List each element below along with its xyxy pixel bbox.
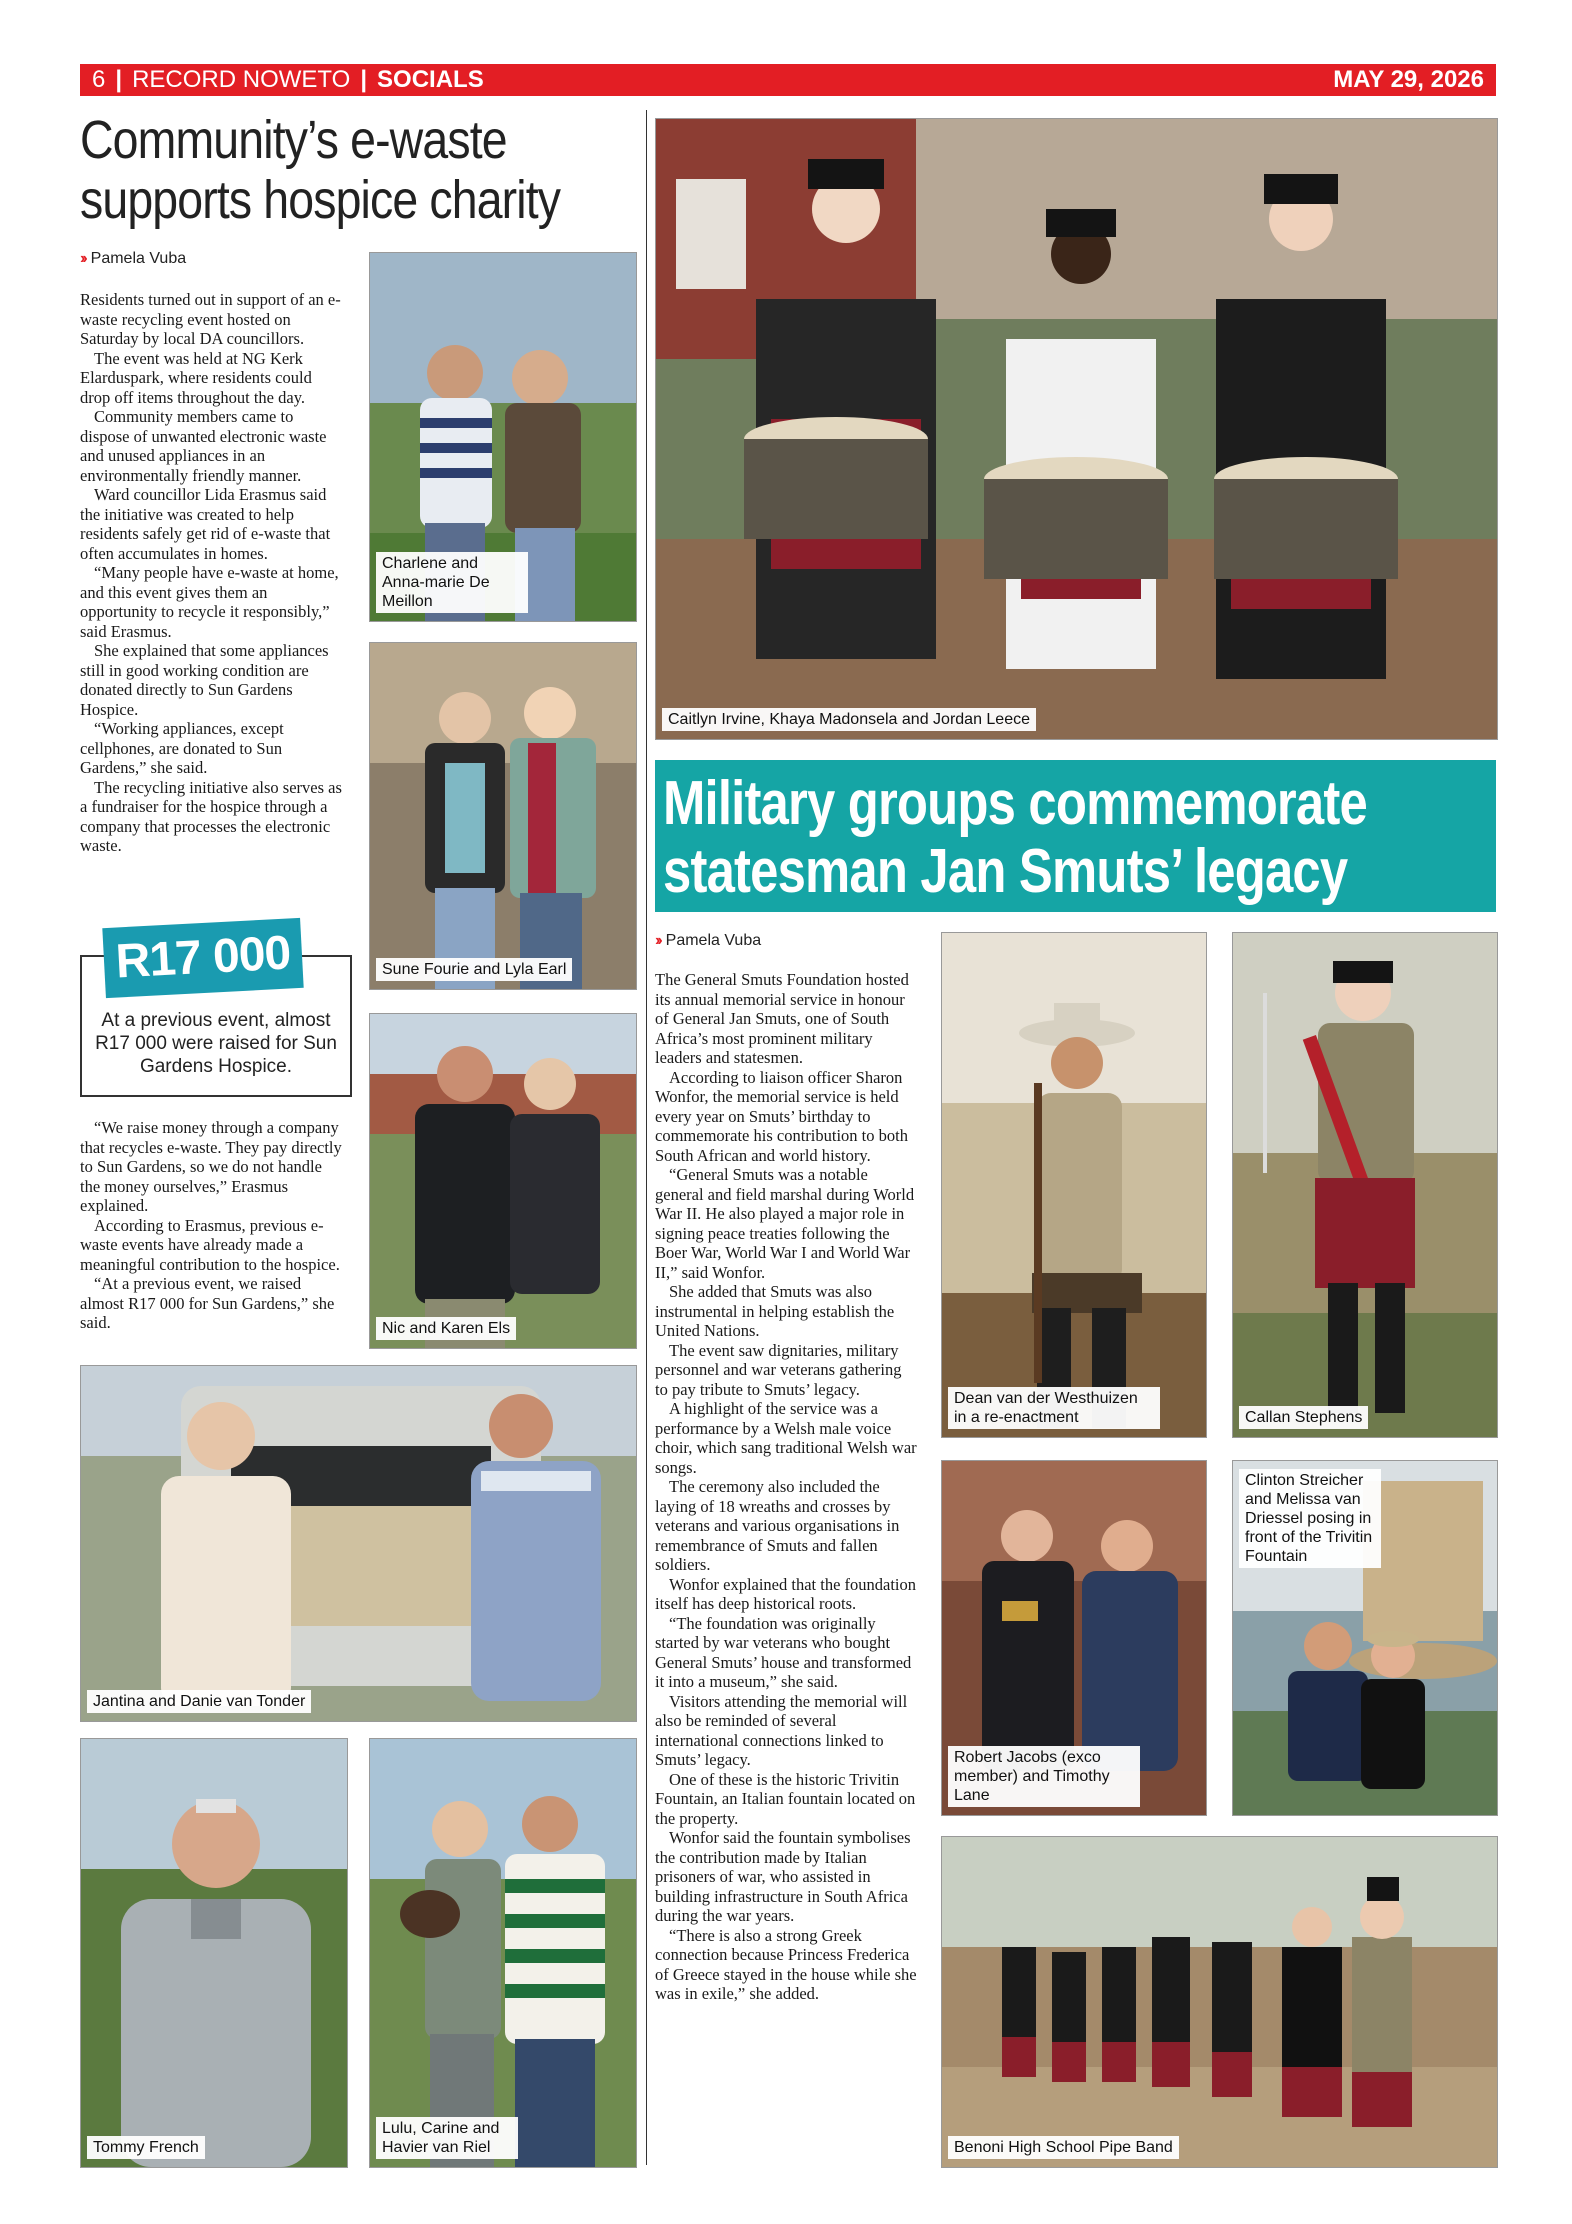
- paragraph: According to liaison officer Sharon Wonfor, the memorial service is held every year on Smuts’ birthday to commemorate his contribution to both South African and world history.: [655, 1067, 908, 1165]
- paragraph: “There is also a strong Greek connection because Princess Frederica of Greece stayed in the house while she was in exile,” she added.: [655, 1925, 917, 2003]
- factbox-text: At a previous event, almost R17 000 were raised for Sun Gardens Hospice.: [95, 1010, 337, 1077]
- photo-caption: Callan Stephens: [1239, 1406, 1368, 1429]
- paragraph: “We raise money through a company that recycles e-waste. They pay directly to Sun Gardens, so we do not handle the money ourselves,” Erasmus explained.: [80, 1118, 342, 1215]
- photo-jacobs-lane: [941, 1460, 1207, 1816]
- paragraph: “Working appliances, except cellphones, are donated to Sun Gardens,” she said.: [80, 719, 284, 777]
- publication-name: RECORD NOWETO: [132, 66, 351, 93]
- photo-caption: Charlene and Anna-marie De Meillon: [376, 552, 528, 613]
- article2-headline: Military groups commemorate statesman Jan Smuts’ legacy: [663, 769, 1367, 906]
- photo-image: [942, 1837, 1497, 2167]
- paragraph: Community members came to dispose of unwanted electronic waste and unused appliances in an environmentally friendly manner.: [80, 407, 327, 485]
- photo-image: [942, 933, 1206, 1437]
- paragraph: The ceremony also included the laying of 18 wreaths and crosses by veterans and various organisations in remembrance of Smuts and fallen soldiers.: [655, 1477, 900, 1574]
- paragraph: The General Smuts Foundation hosted its annual memorial service in honour of General Jan Smuts, one of South Africa’s most prominent military leaders and statesmen.: [655, 970, 909, 1067]
- factbox-number: R17 000: [102, 918, 303, 998]
- article2-byline: ›› Pamela Vuba: [655, 932, 762, 949]
- article1-body-a: [80, 290, 342, 856]
- photo-drummers: [655, 118, 1498, 740]
- paragraph: The recycling initiative also serves as a fundraiser for the hospice through a company that processes the electronic waste.: [80, 777, 342, 855]
- photo-caption: Tommy French: [87, 2136, 205, 2159]
- photo-image: [370, 643, 636, 989]
- article2-body: [655, 970, 917, 2004]
- photo-caption: Lulu, Carine and Havier van Riel: [376, 2117, 518, 2159]
- paragraph: Visitors attending the memorial will also be reminded of several international connections linked to Smuts’ legacy.: [655, 1691, 908, 1769]
- paragraph: The event saw dignitaries, military personnel and war veterans gathering to pay tribute to Smuts’ legacy.: [655, 1340, 902, 1399]
- photo-image: [81, 1739, 347, 2167]
- photo-caption: Clinton Streicher and Melissa van Driessel posing in front of the Trivitin Fountain: [1239, 1469, 1381, 1568]
- page-number: 6: [92, 66, 106, 93]
- paragraph: She added that Smuts was also instrumental in helping establish the United Nations.: [655, 1282, 895, 1340]
- photo-caption: Sune Fourie and Lyla Earl: [376, 958, 572, 981]
- column-divider: [646, 110, 647, 2165]
- photo-caption: Nic and Karen Els: [376, 1317, 516, 1340]
- paragraph: “The foundation was originally started by war veterans who bought General Smuts’ house and transformed it into a museum,” she said.: [655, 1613, 912, 1691]
- photo-fourie-earl: [369, 642, 637, 990]
- paragraph: “At a previous event, we raised almost R17 000 for Sun Gardens,” she said.: [80, 1274, 335, 1332]
- photo-de-meillon: [369, 252, 637, 622]
- article2-headline-banner: [655, 760, 1496, 912]
- photo-stephens: [1232, 932, 1498, 1438]
- photo-pipe-band: [941, 1836, 1498, 2168]
- photo-caption: Robert Jacobs (exco member) and Timothy Lane: [948, 1746, 1140, 1807]
- paragraph: One of these is the historic Trivitin Fountain, an Italian fountain located on the property.: [655, 1769, 916, 1828]
- photo-image: [656, 119, 1497, 739]
- factbox: [80, 926, 352, 1097]
- paragraph: “General Smuts was a notable general and field marshal during World War II. He also played a major role in signing peace treaties following the Boer War, World War I and World War II,” said Wonfor.: [655, 1165, 915, 1282]
- paragraph: Wonfor said the fountain symbolises the contribution made by Italian prisoners of war, who assisted in building infrastructure in South Africa during the war years.: [655, 1828, 911, 1925]
- photo-van-tonder: [80, 1365, 637, 1722]
- article1-byline: ›› Pamela Vuba: [80, 250, 187, 267]
- photo-streicher-van-driessel: [1232, 1460, 1498, 1816]
- photo-van-riel: [369, 1738, 637, 2168]
- photo-els: [369, 1013, 637, 1349]
- photo-caption: Dean van der Westhuizen in a re-enactment: [948, 1387, 1160, 1429]
- paragraph: Wonfor explained that the foundation itself has deep historical roots.: [655, 1574, 917, 1613]
- article1-body-b: [80, 1118, 342, 1333]
- photo-van-der-westhuizen: [941, 932, 1207, 1438]
- photo-image: [370, 1739, 636, 2167]
- photo-french: [80, 1738, 348, 2168]
- paragraph: A highlight of the service was a performance by a Welsh male voice choir, which sang traditional Welsh war songs.: [655, 1399, 917, 1477]
- photo-caption: Benoni High School Pipe Band: [948, 2136, 1179, 2159]
- photo-image: [1233, 933, 1497, 1437]
- photo-caption: Jantina and Danie van Tonder: [87, 1690, 311, 1713]
- paragraph: “Many people have e-waste at home, and this event gives them an opportunity to recycle it responsibly,” said Erasmus.: [80, 563, 339, 641]
- byline-arrow-icon: ››: [655, 932, 660, 949]
- page-header-bar: 6 | RECORD NOWETO | SOCIALS MAY 29, 2026: [80, 64, 1496, 96]
- section-name: SOCIALS: [377, 66, 484, 93]
- paragraph: She explained that some appliances still in good working condition are donated directly to Sun Gardens Hospice.: [80, 641, 329, 719]
- article1-headline: Community’s e-waste supports hospice charity: [80, 110, 561, 230]
- paragraph: The event was held at NG Kerk Elarduspark, where residents could drop off items throughout the day.: [80, 348, 312, 407]
- paragraph: Ward councillor Lida Erasmus said the initiative was created to help residents safely get rid of e-waste that often accumulates in homes.: [80, 485, 331, 563]
- paragraph: According to Erasmus, previous e-waste events have already made a meaningful contribution to the hospice.: [80, 1215, 340, 1274]
- photo-image: [370, 1014, 636, 1348]
- photo-image: [81, 1366, 636, 1721]
- issue-date: MAY 29, 2026: [1333, 66, 1484, 93]
- paragraph: Residents turned out in support of an e-waste recycling event hosted on Saturday by local DA councillors.: [80, 290, 341, 348]
- photo-caption: Caitlyn Irvine, Khaya Madonsela and Jordan Leece: [662, 708, 1036, 731]
- byline-arrow-icon: ››: [80, 250, 85, 267]
